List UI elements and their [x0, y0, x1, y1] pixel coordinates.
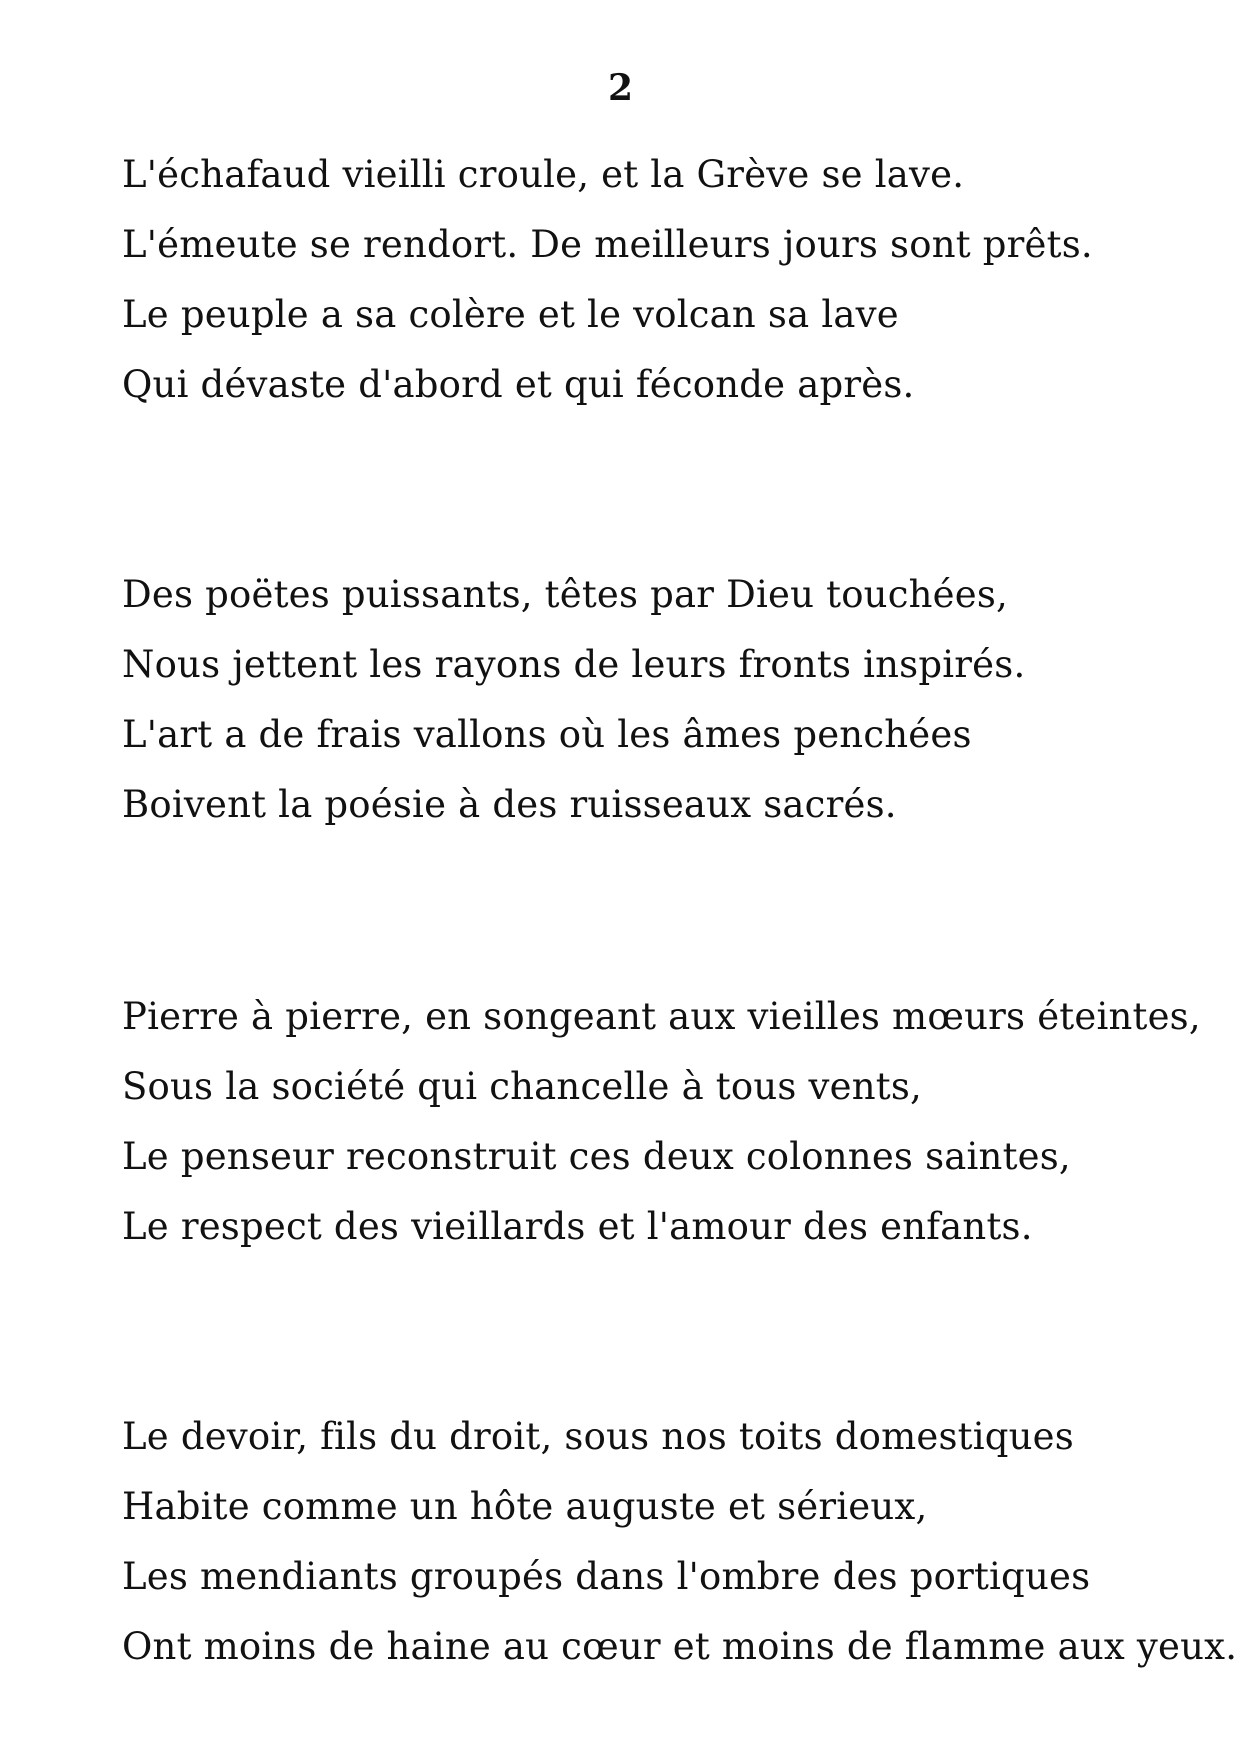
verse-line: Pierre à pierre, en songeant aux vieilles mœurs éteintes, — [122, 995, 1201, 1038]
verse-line: Ont moins de haine au cœur et moins de flamme aux yeux. — [122, 1625, 1238, 1668]
stanza — [122, 1402, 1238, 1682]
stanza — [122, 140, 1202, 420]
verse-line: Habite comme un hôte auguste et sérieux, — [122, 1485, 928, 1528]
verse-line: Boivent la poésie à des ruisseaux sacrés. — [122, 783, 897, 826]
verse-line: L'émeute se rendort. De meilleurs jours sont prêts. — [122, 223, 1093, 266]
verse-line: Le penseur reconstruit ces deux colonnes saintes, — [122, 1135, 1071, 1178]
stanza — [122, 982, 1202, 1262]
verse-line: Le respect des vieillards et l'amour des enfants. — [122, 1205, 1033, 1248]
verse-line: Les mendiants groupés dans l'ombre des portiques — [122, 1555, 1091, 1598]
stanza — [122, 560, 1202, 840]
verse-line: Nous jettent les rayons de leurs fronts inspirés. — [122, 643, 1026, 686]
verse-line: Le devoir, fils du droit, sous nos toits domestiques — [122, 1415, 1074, 1458]
verse-line: Sous la société qui chancelle à tous vents, — [122, 1065, 922, 1108]
verse-line: Le peuple a sa colère et le volcan sa lave — [122, 293, 899, 336]
verse-line: L'échafaud vieilli croule, et la Grève se lave. — [122, 153, 965, 196]
verse-line: Qui dévaste d'abord et qui féconde après. — [122, 363, 915, 406]
verse-line: Des poëtes puissants, têtes par Dieu touchées, — [122, 573, 1008, 616]
verse-line: L'art a de frais vallons où les âmes penchées — [122, 713, 972, 756]
page-number: 2 — [607, 67, 634, 109]
